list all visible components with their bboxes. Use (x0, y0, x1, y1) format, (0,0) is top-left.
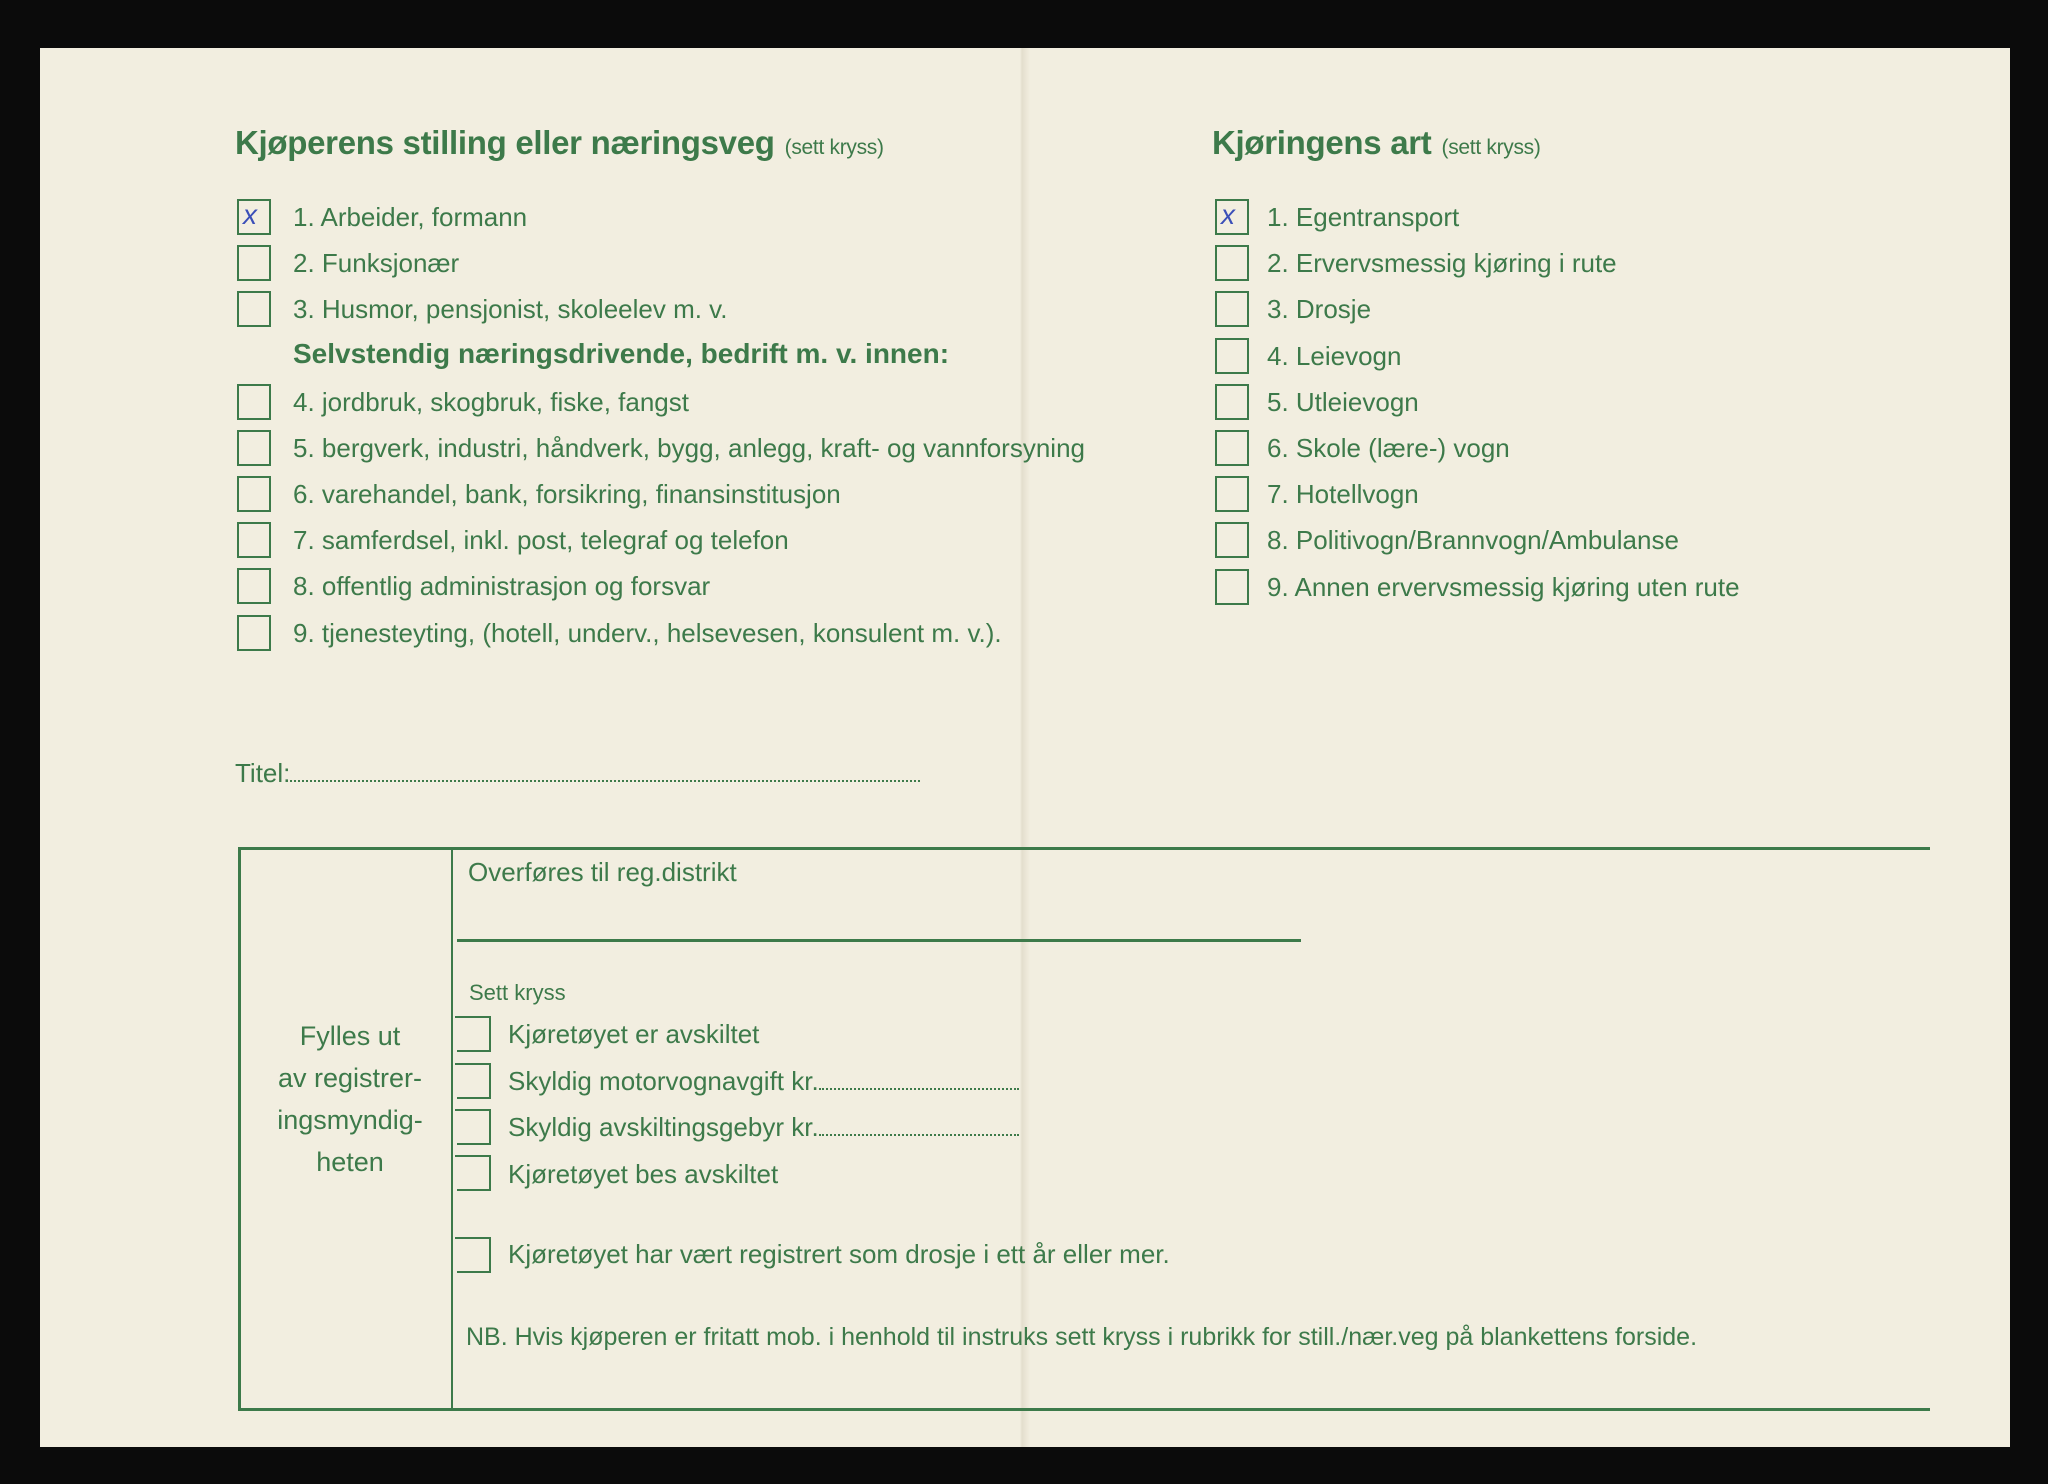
checkbox-left-2[interactable] (237, 245, 271, 281)
checkbox-right-7[interactable] (1215, 476, 1249, 512)
checkbox-right-5[interactable] (1215, 384, 1249, 420)
checkbox-avskiltingsgebyr[interactable] (457, 1109, 491, 1145)
check-label: Kjøretøyet er avskiltet (508, 1019, 760, 1049)
option-label: 2. Funksjonær (293, 248, 460, 279)
checkbox-avskiltet[interactable] (457, 1016, 491, 1052)
transfer-district-line[interactable] (457, 939, 1301, 942)
nb-note: NB. Hvis kjøperen er fritatt mob. i henhold til instruks sett kryss i rubrikk for still./nær.veg på blankettens forside. (466, 1323, 1698, 1351)
checkbox-right-3[interactable] (1215, 291, 1249, 327)
option-label: 4. Leievogn (1267, 340, 1402, 371)
option-label: 7. Hotellvogn (1267, 479, 1419, 510)
authority-label-line: heten (316, 1147, 384, 1177)
checkbox-left-7[interactable] (237, 522, 271, 558)
occupation-heading (235, 124, 884, 162)
checkbox-right-8[interactable] (1215, 522, 1249, 558)
box-left-border (238, 847, 241, 1411)
checkbox-bes-avskiltet[interactable] (457, 1155, 491, 1191)
heading-note: (sett kryss) (1441, 136, 1541, 159)
checkbox-left-8[interactable] (237, 568, 271, 604)
amount-dotted-line[interactable] (819, 1087, 1019, 1090)
check-label: Skyldig motorvognavgift kr. (508, 1066, 819, 1096)
option-label: 5. bergverk, industri, håndverk, bygg, anlegg, kraft- og vannforsyning (293, 432, 1085, 463)
box-divider (451, 850, 453, 1408)
checkbox-left-9[interactable] (237, 615, 271, 651)
checkbox-motorvognavgift[interactable] (457, 1063, 491, 1099)
option-label: 8. offentlig administrasjon og forsvar (293, 571, 711, 602)
box-top-border (238, 847, 1930, 850)
driving-type-heading (1212, 124, 1541, 162)
checkbox-right-4[interactable] (1215, 338, 1249, 374)
option-label: 6. Skole (lære-) vogn (1267, 433, 1510, 463)
checkbox-right-9[interactable] (1215, 569, 1249, 605)
option-label: 8. Politivogn/Brannvogn/Ambulanse (1267, 525, 1679, 556)
transfer-district-label: Overføres til reg.distrikt (468, 857, 737, 887)
checkbox-left-6[interactable] (237, 476, 271, 512)
checkbox-right-6[interactable] (1215, 430, 1249, 466)
authority-label-line: Fylles ut (299, 1021, 401, 1051)
option-label: 2. Ervervsmessig kjøring i rute (1267, 248, 1617, 279)
option-label: 3. Husmor, pensjonist, skoleelev m. v. (293, 294, 728, 325)
checkbox-right-2[interactable] (1215, 245, 1249, 281)
self-employed-subheading: Selvstendig næringsdrivende, bedrift m. v. innen: (293, 337, 950, 369)
option-label: 3. Drosje (1267, 294, 1372, 325)
heading-text: Kjøringens art (1212, 124, 1432, 161)
titel-dotted-line (290, 779, 920, 782)
check-label: Kjøretøyet har vært registrert som drosje i ett år eller mer. (508, 1239, 1170, 1269)
authority-label-line: ingsmyndig- (277, 1105, 423, 1135)
check-label-row (508, 1061, 1019, 1101)
checkbox-right-1[interactable] (1215, 199, 1249, 235)
heading-note: (sett kryss) (784, 136, 884, 159)
checkbox-left-5[interactable] (237, 430, 271, 466)
authority-label-line: av registrer- (277, 1063, 423, 1093)
check-label-row (508, 1107, 1019, 1147)
option-label: 9. Annen ervervsmessig kjøring uten rute (1267, 571, 1740, 602)
checkbox-left-1[interactable] (237, 199, 271, 235)
check-label: Kjøretøyet bes avskiltet (508, 1159, 779, 1189)
pen-x-mark: x (1221, 199, 1235, 230)
authority-label (260, 1015, 440, 1183)
checkbox-left-4[interactable] (237, 384, 271, 420)
checkbox-drosje[interactable] (457, 1237, 491, 1273)
option-label: 7. samferdsel, inkl. post, telegraf og telefon (293, 525, 789, 556)
sett-kryss-label: Sett kryss (469, 980, 566, 1005)
option-label: 9. tjenesteyting, (hotell, underv., helsevesen, konsulent m. v.). (293, 617, 1002, 648)
option-label: 4. jordbruk, skogbruk, fiske, fangst (293, 386, 689, 417)
heading-text: Kjøperens stilling eller næringsveg (235, 124, 775, 161)
amount-dotted-line[interactable] (819, 1133, 1019, 1136)
pen-x-mark: x (243, 199, 257, 230)
option-label: 6. varehandel, bank, forsikring, finansinstitusjon (293, 479, 841, 509)
option-label: 1. Arbeider, formann (293, 202, 528, 232)
option-label: 1. Egentransport (1267, 202, 1460, 232)
titel-label: Titel: (235, 758, 291, 788)
option-label: 5. Utleievogn (1267, 386, 1419, 417)
check-label: Skyldig avskiltingsgebyr kr. (508, 1112, 819, 1142)
checkbox-left-3[interactable] (237, 291, 271, 327)
titel-field[interactable] (235, 753, 920, 793)
box-bottom-border (238, 1408, 1930, 1411)
